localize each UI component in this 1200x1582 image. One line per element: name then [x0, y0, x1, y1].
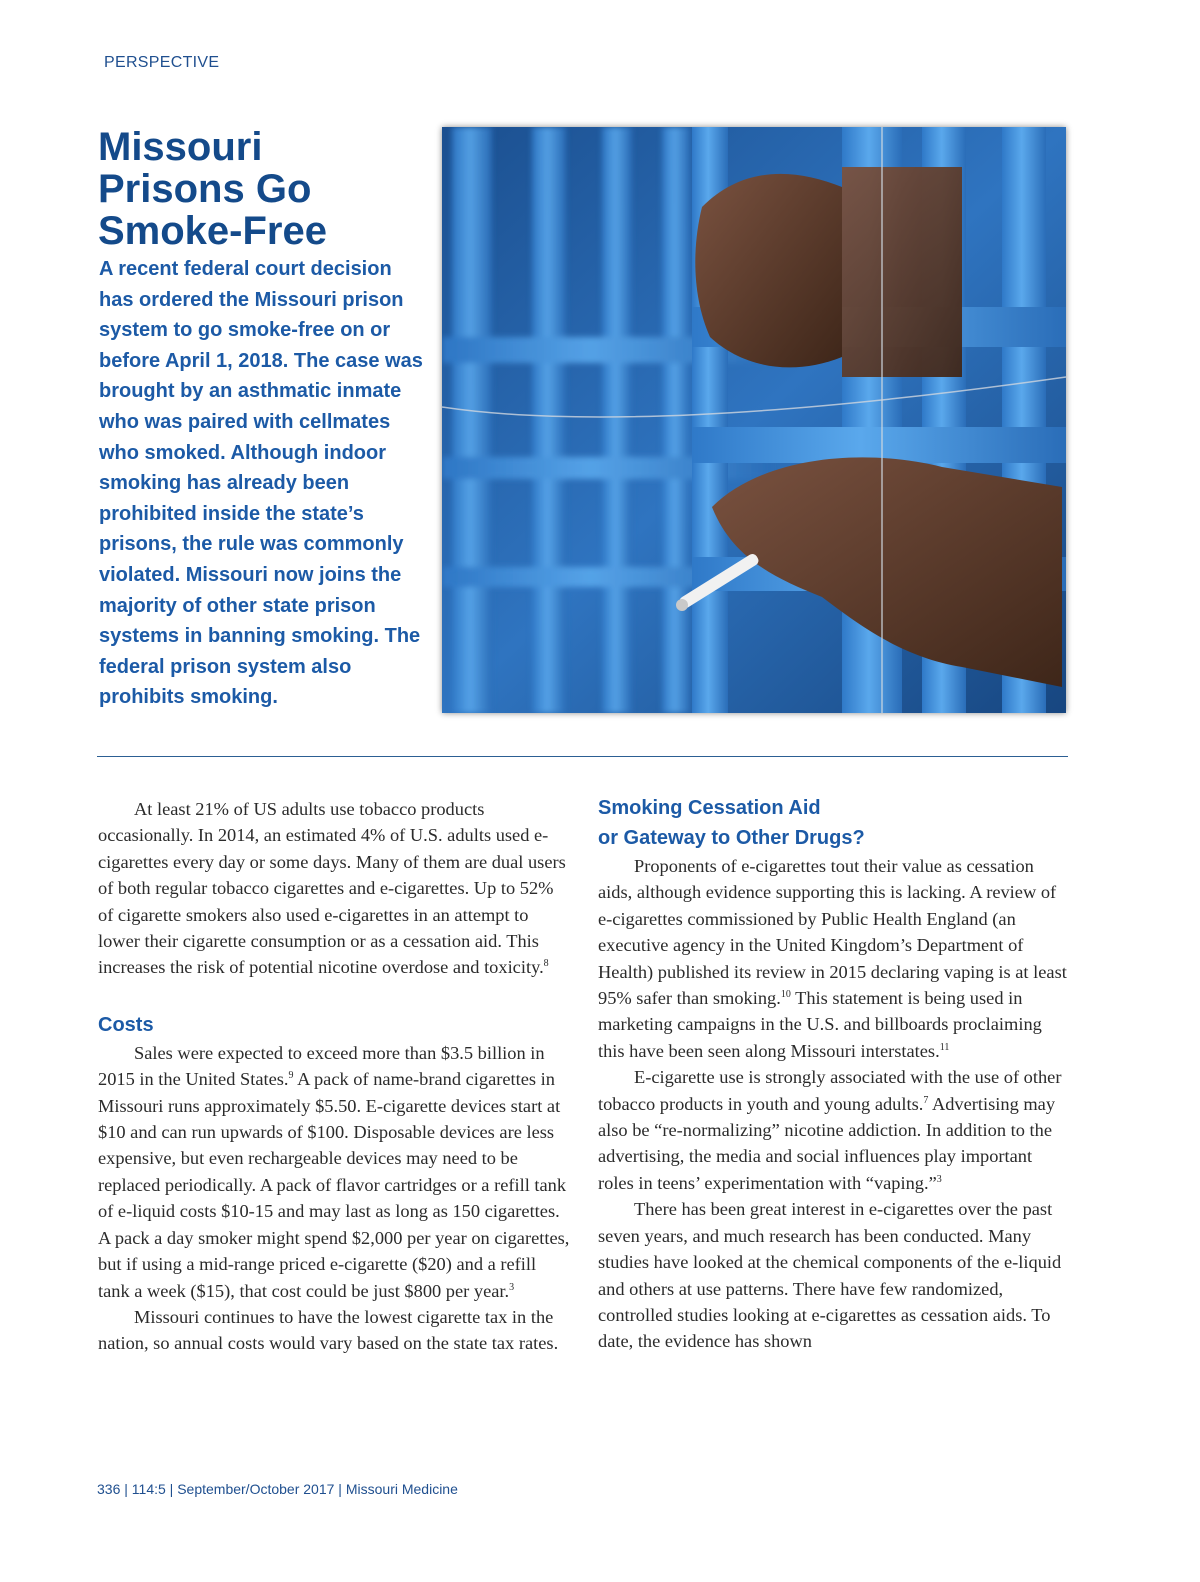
- section-label: PERSPECTIVE: [104, 54, 220, 71]
- left-column: [98, 796, 570, 1357]
- cessation-heading: Smoking Cessation Aid or Gateway to Other Drugs?: [598, 797, 865, 849]
- prison-bars-photo: [442, 127, 1066, 713]
- tax-paragraph: Missouri continues to have the lowest cigarette tax in the nation, so annual costs would vary based on the state tax rates.: [98, 1306, 559, 1354]
- proponents-paragraph: Proponents of e-cigarettes tout their value as cessation aids, although evidence supporting this is lacking. A review of e-cigarettes commissioned by Public Health England (an executive agency in the United Kingdom’s Department of Health) published its review in 2015 declaring vaping is at least 95% safer than smoking.$^{10}$ This statement is being used in marketing campaigns in the U.S. and billboards proclaiming this have been seen along Missouri interstates.$^{11}$: [598, 856, 1067, 1061]
- citation-ref: 11: [939, 1041, 950, 1053]
- issue-number: 114:5: [131, 1481, 166, 1497]
- issue-date: September/October 2017: [177, 1481, 335, 1497]
- research-paragraph: There has been great interest in e-cigarettes over the past seven years, and much research has been conducted. Many studies have looked at the chemical components of the e-liquid and others at use patterns. There have few randomized, controlled studies looking at e-cigarettes as cessation aids. To date, the evidence has shown: [598, 1199, 1062, 1352]
- costs-paragraph: Sales were expected to exceed more than $3.5 billion in 2015 in the United States.$^9$ A pack of name-brand cigarettes in Missouri runs approximately $5.50. E-cigarette devices start at $10 and can run upwards of $100. Disposable devices are less expensive, but even rechargeable devices may need to be replaced periodically. A pack of flavor cartridges or a refill tank of e-liquid costs $10-15 and may last as long as 150 cigarettes. A pack a day smoker might spend $2,000 per year on cigarettes, but if using a mid-range priced e-cigarette ($20) and a refill tank a week ($15), that cost could be just $800 per year.$^3$: [98, 1042, 570, 1301]
- article-title: Missouri Prisons Go Smoke-Free: [98, 125, 327, 253]
- prison-bars-photo-icon: [442, 127, 1066, 713]
- citation-ref: 3: [509, 1281, 515, 1293]
- article-deck: A recent federal court decision has ordered the Missouri prison system to go smoke-free on or before April 1, 2018. The case was brought by an asthmatic inmate who was paired with cellmates who smoked. Although indoor smoking has already been prohibited inside the state’s prisons, the rule was commonly violated. Missouri now joins the majority of other state prison systems in banning smoking. The federal prison system also prohibits smoking.: [99, 258, 423, 709]
- association-paragraph: E-cigarette use is strongly associated with the use of other tobacco products in youth and young adults.$^7$ Advertising may also be “re-normalizing” nicotine addiction. In addition to the advertising, the media and social influences play important roles in teens’ experimentation with “vaping.”$^3$: [598, 1067, 1062, 1193]
- citation-ref: 10: [780, 989, 791, 1001]
- costs-heading: Costs: [98, 1013, 154, 1036]
- right-column: [598, 793, 1070, 1355]
- intro-paragraph: At least 21% of US adults use tobacco products occasionally. In 2014, an estimated 4% of U.S. adults used e-cigarettes every day or some days. Many of them are dual users of both regular tobacco cigarettes and e-cigarettes. Up to 52% of cigarette smokers also used e-cigarettes in an attempt to lower their cigarette consumption or as a cessation aid. This increases the risk of potential nicotine overdose and toxicity.$^8$: [98, 799, 566, 978]
- citation-ref: 7: [923, 1094, 929, 1106]
- citation-ref: 8: [543, 958, 549, 970]
- citation-ref: 9: [288, 1070, 294, 1082]
- page-footer: 336 | 114:5 | September/October 2017 | Missouri Medicine: [97, 1481, 458, 1497]
- journal-name: Missouri Medicine: [345, 1481, 458, 1497]
- page-number: 336: [97, 1481, 121, 1497]
- citation-ref: 3: [936, 1173, 942, 1185]
- section-divider: [97, 756, 1068, 757]
